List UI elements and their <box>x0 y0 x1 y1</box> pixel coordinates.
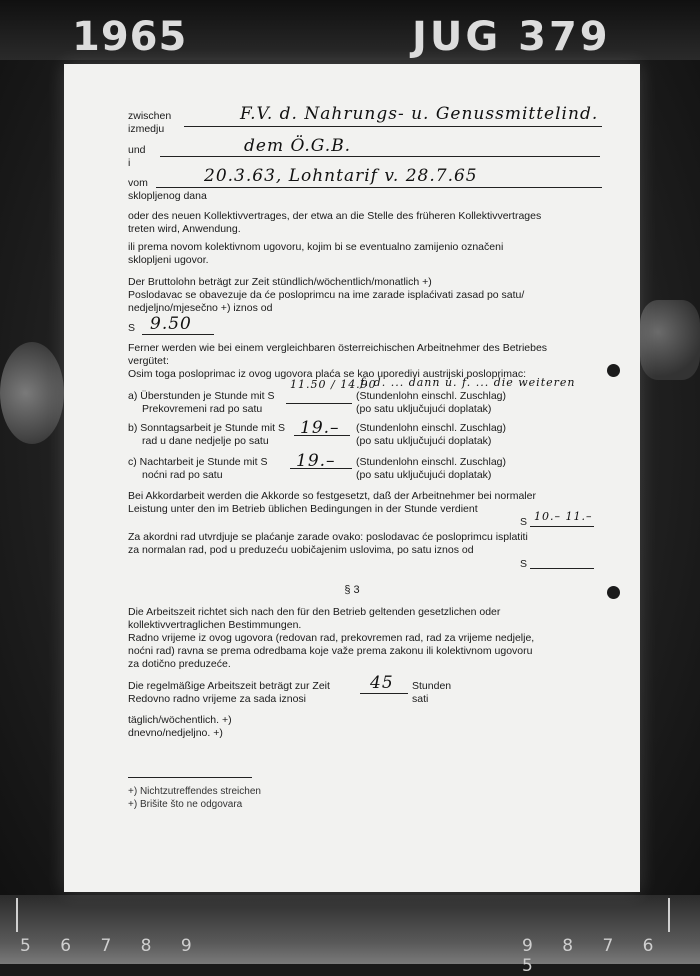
footnote-yu: +) Brišite što ne odgovara <box>128 799 243 810</box>
akkord-field-line <box>530 526 594 527</box>
label-zwischen: zwischen <box>128 110 172 122</box>
hand-hours: 45 <box>370 673 394 693</box>
hours-de: Die regelmäßige Arbeitszeit beträgt zur Zeit <box>128 680 330 692</box>
s3-yu-line3: za dotično preduzeće. <box>128 658 231 670</box>
rate-a-note-yu: (po satu uključujući doplatak) <box>356 403 492 415</box>
footnote-rule <box>128 777 252 778</box>
label-izmedju: izmedju <box>128 123 165 135</box>
field-line-date <box>156 187 602 188</box>
hours-field-line <box>360 693 408 694</box>
hand-party2: dem Ö.G.B. <box>244 136 352 156</box>
p1-de-line2: treten wird, Anwendung. <box>128 223 241 235</box>
hand-rate-c: 19.– <box>296 451 336 471</box>
s3-yu-line1: Radno vrijeme iz ovog ugovora (redovan rad, prekovremen rad, rad za vrijeme nedjelje, <box>128 632 535 644</box>
s3-de-line2: kollektivvertraglichen Bestimmungen. <box>128 619 302 631</box>
punch-hole <box>607 586 620 599</box>
rate-c-note-yu: (po satu uključujući doplatak) <box>356 469 492 481</box>
hand-akkord: 10.– 11.– <box>534 510 593 523</box>
wage-field-line <box>142 334 214 335</box>
daily-de: täglich/wöchentlich. +) <box>128 714 232 726</box>
rate-a-field-line <box>286 403 352 404</box>
frame-numbers-left: 5 6 7 8 9 <box>20 936 204 956</box>
field-line-party1 <box>184 126 602 127</box>
rate-a-de: a) Überstunden je Stunde mit S <box>128 390 275 402</box>
film-damage-right <box>640 300 700 380</box>
rate-c-note-de: (Stundenlohn einschl. Zuschlag) <box>356 456 507 468</box>
hand-party1: F.V. d. Nahrungs- u. Genussmittelind. <box>240 104 599 124</box>
wage-s-label: S <box>128 322 136 334</box>
p3-de-line2: vergütet: <box>128 355 169 367</box>
rate-c-yu: noćni rad po satu <box>142 469 223 481</box>
contract-page <box>64 64 640 892</box>
p2-yu-line1: Poslodavac se obavezuje da će posloprimcu na ime zarade isplaćivati zasad po satu/ <box>128 289 525 301</box>
rate-c-de: c) Nachtarbeit je Stunde mit S <box>128 456 268 468</box>
akkord-s-label: S <box>520 516 528 528</box>
p1-yu-line2: sklopljeni ugovor. <box>128 254 209 266</box>
p1-de-line1: oder des neuen Kollektivvertrages, der etwa an die Stelle des früheren Kollektivvertrages <box>128 210 542 222</box>
label-sati: sati <box>412 693 429 705</box>
rate-b-note-de: (Stundenlohn einschl. Zuschlag) <box>356 422 507 434</box>
section3-heading: § 3 <box>344 584 360 596</box>
akkord-de-line2: Leistung unter den im Betrieb üblichen Bedingungen in der Stunde verdient <box>128 503 478 515</box>
akkord-s-label2: S <box>520 558 528 570</box>
p2-yu-line2: nedjeljno/mjesečno +) iznos od <box>128 302 273 314</box>
film-code: JUG 379 <box>412 14 611 60</box>
label-i: i <box>128 157 131 169</box>
p1-yu-line1: ili prema novom kolektivnom ugovoru, kojim bi se eventualno zamijenio označeni <box>128 241 504 253</box>
s3-de-line1: Die Arbeitszeit richtet sich nach den für den Betrieb geltenden gesetzlichen oder <box>128 606 501 618</box>
rate-b-yu: rad u dane nedjelje po satu <box>142 435 269 447</box>
label-und: und <box>128 144 146 156</box>
hand-rate-a: 11.50 / 14.90 <box>290 378 377 391</box>
hand-rate-b: 19.– <box>300 418 340 438</box>
daily-yu: dnevno/nedjeljno. +) <box>128 727 223 739</box>
rate-b-note-yu: (po satu uključujući doplatak) <box>356 435 492 447</box>
s3-yu-line2: noćni rad) ravna se prema odredbama koje važe prema zakonu ili kolektivnom ugovoru <box>128 645 533 657</box>
p3-yu: Osim toga posloprimac iz ovog ugovora plaća se kao uporedivi austrijski posloprimac: <box>128 368 527 380</box>
frame-numbers-right: 9 8 7 6 5 <box>522 936 666 976</box>
label-sklopljenog: sklopljenog dana <box>128 190 207 202</box>
akkord-field-line2 <box>530 568 594 569</box>
label-vom: vom <box>128 177 148 189</box>
field-line-party2 <box>160 156 600 157</box>
akkord-de-line1: Bei Akkordarbeit werden die Akkorde so festgesetzt, daß der Arbeitnehmer bei normaler <box>128 490 536 502</box>
film-edge-mark <box>668 898 670 932</box>
hand-date: 20.3.63, Lohntarif v. 28.7.65 <box>204 166 478 186</box>
akkord-yu-line2: za normalan rad, pod u preduzeću uobičajenim uslovima, po satu iznos od <box>128 544 474 556</box>
akkord-yu-line1: Za akordni rad utvrdjuje se plaćanje zarade ovako: poslodavac će posloprimcu isplatiti <box>128 531 528 543</box>
rate-a-note-de: (Stundenlohn einschl. Zuschlag) <box>356 390 507 402</box>
film-damage-left <box>0 342 64 444</box>
hours-yu: Redovno radno vrijeme za sada iznosi <box>128 693 307 705</box>
hand-rate-side-note: f. d. ... dann u. f. ... die weiteren <box>360 376 576 389</box>
footnote-de: +) Nichtzutreffendes streichen <box>128 786 261 797</box>
p2-de: Der Bruttolohn beträgt zur Zeit stündlich/wöchentlich/monatlich +) <box>128 276 432 288</box>
hand-wage: 9.50 <box>150 314 192 334</box>
film-edge-mark <box>16 898 18 932</box>
punch-hole <box>607 364 620 377</box>
film-year: 1965 <box>72 14 188 60</box>
rate-b-de: b) Sonntagsarbeit je Stunde mit S <box>128 422 286 434</box>
p3-de-line1: Ferner werden wie bei einem vergleichbaren österreichischen Arbeitnehmer des Betriebes <box>128 342 548 354</box>
label-stunden: Stunden <box>412 680 452 692</box>
rate-a-yu: Prekovremeni rad po satu <box>142 403 263 415</box>
